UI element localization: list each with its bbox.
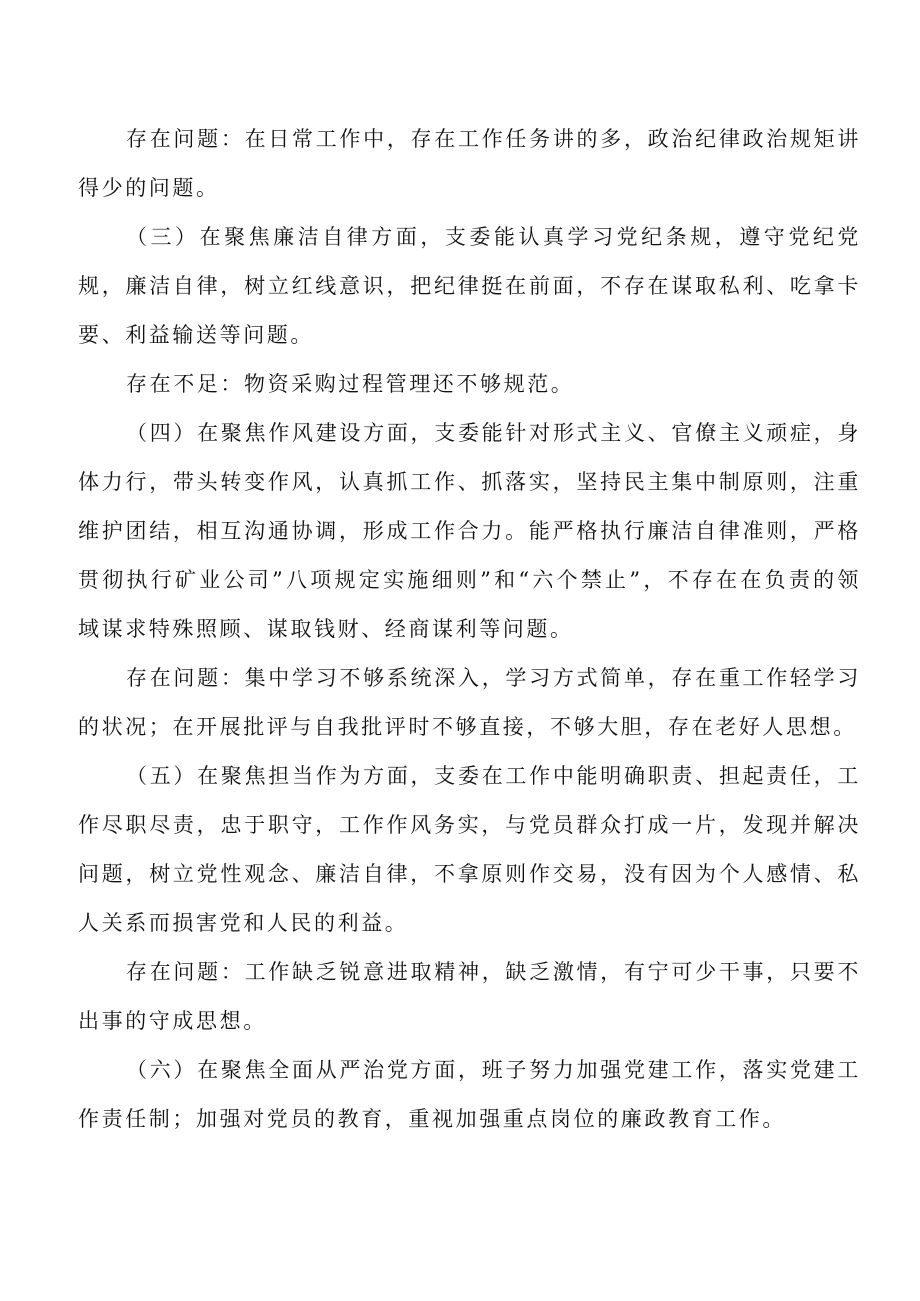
- paragraph-shortcoming-1: 存在不足：物资采购过程管理还不够规范。: [126, 372, 575, 396]
- paragraph-section-3: （三）在聚焦廉洁自律方面，支委能认真学习党纪条规，遵守党纪党规，廉洁自律，树立红线意识，把纪律挺在前面，不存在谋取私利、吃拿卡要、利益输送等问题。: [78, 225, 861, 347]
- paragraph-problem-2: 存在问题：集中学习不够系统深入，学习方式简单，存在重工作轻学习的状况；在开展批评与自我批评时不够直接，不够大胆，存在老好人思想。: [78, 666, 861, 739]
- paragraph-problem-3: 存在问题：工作缺乏锐意进取精神，缺乏激情，有宁可少干事，只要不出事的守成思想。: [78, 960, 861, 1033]
- document-body: [78, 115, 861, 1144]
- paragraph-section-4: （四）在聚焦作风建设方面，支委能针对形式主义、官僚主义顽症，身体力行，带头转变作风，认真抓工作、抓落实，坚持民主集中制原则，注重维护团结，相互沟通协调，形成工作合力。能严格执行廉洁自律准则，严格贯彻执行矿业公司”八项规定实施细则”和“六个禁止”，不存在在负责的领域谋求特殊照顾、谋取钱财、经商谋利等问题。: [78, 421, 861, 641]
- paragraph-section-6: （六）在聚焦全面从严治党方面，班子努力加强党建工作，落实党建工作责任制；加强对党员的教育，重视加强重点岗位的廉政教育工作。: [78, 1058, 861, 1131]
- paragraph-section-5: （五）在聚焦担当作为方面，支委在工作中能明确职责、担起责任，工作尽职尽责，忠于职守，工作作风务实，与党员群众打成一片，发现并解决问题，树立党性观念、廉洁自律，不拿原则作交易，没有因为个人感情、私人关系而损害党和人民的利益。: [78, 764, 861, 935]
- paragraph-problem-1: 存在问题：在日常工作中，存在工作任务讲的多，政治纪律政治规矩讲得少的问题。: [78, 127, 861, 200]
